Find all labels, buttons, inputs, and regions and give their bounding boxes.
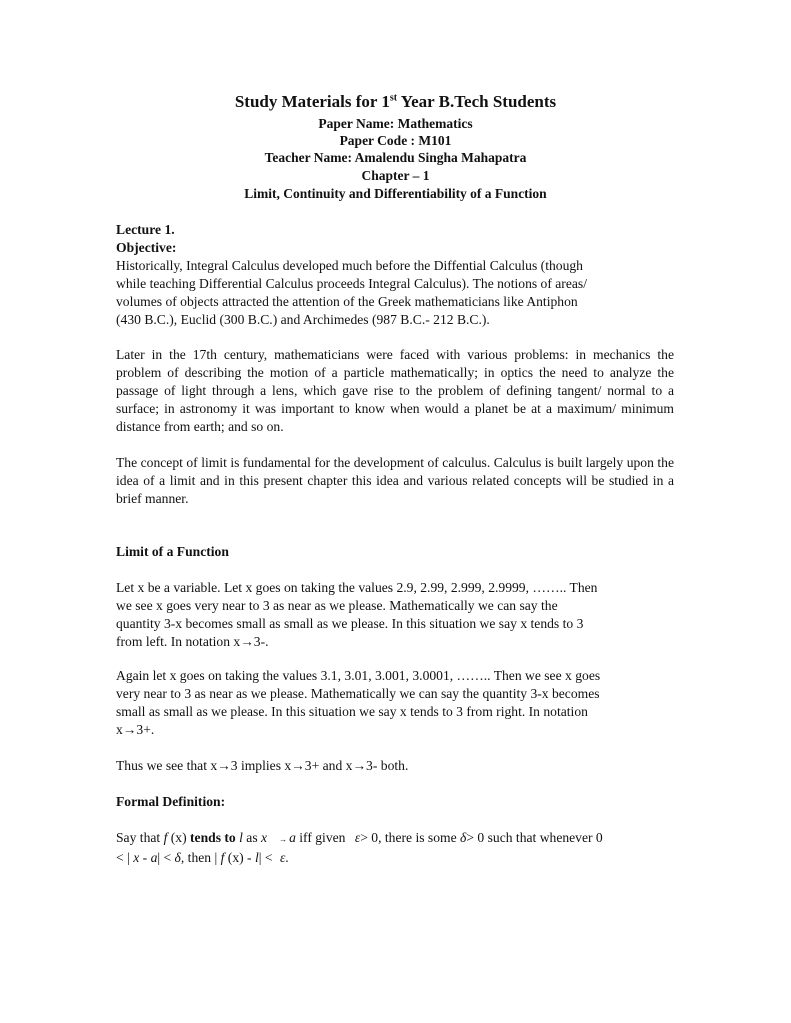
text-line: very near to 3 as near as we please. Mathematically we can say the quantity 3-x becomes bbox=[116, 686, 600, 701]
paper-code: Paper Code : M101 bbox=[339, 133, 452, 148]
lecture-heading: Lecture 1. bbox=[116, 222, 175, 237]
formal-definition-text bbox=[116, 829, 674, 867]
both-sides-paragraph: Thus we see that x→3 implies x→3+ and x→3- both. bbox=[116, 758, 409, 773]
arrow-symbol: → bbox=[279, 835, 288, 844]
text-line: x→3+. bbox=[116, 722, 155, 737]
chapter-number: Chapter – 1 bbox=[361, 168, 430, 183]
definition-line: Say that f (x) tends to l as x → a iff given ε> 0, there is some δ> 0 such that whenever 0 bbox=[116, 830, 603, 845]
limit-heading: Limit of a Function bbox=[116, 544, 229, 559]
chapter-title: Limit, Continuity and Differentiability of a Function bbox=[244, 186, 547, 201]
limit-right-paragraph bbox=[116, 667, 674, 739]
delta-symbol: δ bbox=[174, 850, 181, 865]
text-line: small as small as we please. In this situation we say x tends to 3 from right. In notation bbox=[116, 704, 588, 719]
teacher-name: Teacher Name: Amalendu Singha Mahapatra bbox=[264, 150, 527, 165]
text-line: from left. In notation x→3-. bbox=[116, 634, 269, 649]
formal-definition-heading: Formal Definition: bbox=[116, 794, 226, 809]
paper-name: Paper Name: Mathematics bbox=[318, 116, 473, 131]
document-title: Study Materials for 1st Year B.Tech Students bbox=[234, 92, 557, 111]
limit-left-paragraph bbox=[116, 579, 674, 651]
text-line: quantity 3-x becomes small as small as we please. In this situation we say x tends to 3 bbox=[116, 616, 584, 631]
objective-heading: Objective: bbox=[116, 240, 177, 255]
objective-line: Historically, Integral Calculus developed much before the Diffential Calculus (though bbox=[116, 258, 583, 273]
history-paragraph: Later in the 17th century, mathematicians were faced with various problems: in mechanics the problem of describing the motion of a particle mathematically; in optics the need to analyze the passage of light through a lens, which gave rise to the problem of defining tangent/ normal to a surface; in astronomy it was important to know when would a planet be at a maximum/ minimum distance from earth; and so on. bbox=[116, 347, 674, 434]
text-line: Again let x goes on taking the values 3.1, 3.01, 3.001, 3.0001, …….. Then we see x goes bbox=[116, 668, 601, 683]
epsilon-symbol: ε bbox=[279, 850, 286, 865]
objective-line: volumes of objects attracted the attention of the Greek mathematicians like Antiphon bbox=[116, 294, 578, 309]
objective-line: while teaching Differential Calculus proceeds Integral Calculus). The notions of areas/ bbox=[116, 276, 587, 291]
objective-line: (430 B.C.), Euclid (300 B.C.) and Archimedes (987 B.C.- 212 B.C.). bbox=[116, 312, 490, 327]
lecture-section bbox=[116, 221, 674, 329]
text-line: Let x be a variable. Let x goes on taking the values 2.9, 2.99, 2.999, 2.9999, …….. Then bbox=[116, 580, 598, 595]
concept-paragraph: The concept of limit is fundamental for the development of calculus. Calculus is built largely upon the idea of a limit and in this present chapter this idea and various related concepts will be studied in a brief manner. bbox=[116, 455, 674, 506]
text-line: we see x goes very near to 3 as near as we please. Mathematically we can say the bbox=[116, 598, 558, 613]
epsilon-symbol: ε bbox=[354, 830, 361, 845]
definition-line: < | x - a| < δ, then | f (x) - l| < ε. bbox=[116, 850, 289, 865]
delta-symbol: δ bbox=[460, 830, 467, 845]
